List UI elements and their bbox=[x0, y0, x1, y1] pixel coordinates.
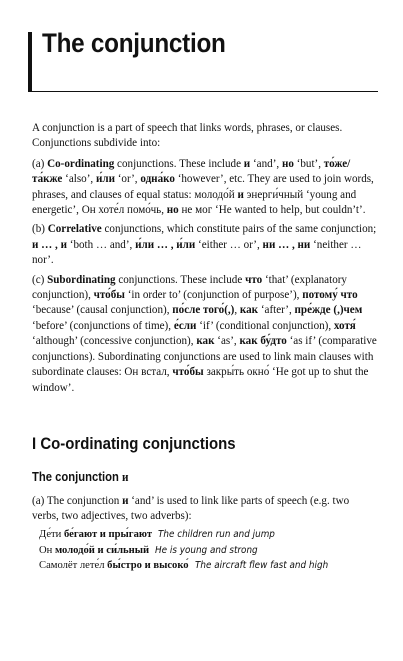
section-heading: I Co-ordinating conjunctions bbox=[32, 434, 236, 453]
example-row bbox=[39, 558, 384, 574]
title-vertical-bar bbox=[28, 32, 32, 92]
title-rule bbox=[28, 91, 378, 92]
example-english: He is young and strong bbox=[155, 544, 258, 556]
example-row bbox=[39, 527, 384, 543]
example-russian: Де́ти бе́гают и пры́гают bbox=[39, 529, 153, 540]
example-russian: Самолёт лете́л бы́стро и высоко́ bbox=[39, 560, 189, 572]
body-text bbox=[32, 121, 377, 400]
title-block bbox=[28, 28, 378, 94]
intro-paragraph: A conjunction is a part of speech that links words, phrases, or clauses. Conjunctions subdivide into: bbox=[32, 122, 343, 150]
page-title: The conjunction bbox=[42, 28, 226, 58]
subsection-paragraph: (a) The conjunction и ‘and’ is used to link like parts of speech (e.g. two verbs, two adjectives, two adverbs): bbox=[32, 495, 350, 523]
subheading: The conjunction и bbox=[32, 470, 129, 484]
paragraph-b: (b) Correlative conjunctions, which constitute pairs of the same conjunction; и … , и ‘both … and’, и́ли … , и́ли ‘either … or’, ни … , ни ‘neither … nor’. bbox=[32, 223, 377, 267]
paragraph-a: (a) Co-ordinating conjunctions. These include и ‘and’, но ‘but’, то́же/ та́кже ‘also’, и́ли ‘or’, одна́ко ‘however’, etc. They are used to join words, phrases, and clauses of equal status: молодо́й и энерги́чный ‘young and energetic’, Он хоте́л помо́чь, но не мог ‘He wanted to help, but couldn’t’. bbox=[32, 157, 374, 217]
example-row bbox=[39, 543, 384, 559]
example-english: The children run and jump bbox=[158, 529, 276, 540]
examples-list bbox=[39, 527, 384, 574]
example-english: The aircraft flew fast and high bbox=[194, 560, 328, 572]
example-russian: Он молодо́й и си́льный bbox=[39, 544, 150, 556]
paragraph-c: (c) Subordinating conjunctions. These include что ‘that’ (explanatory conjunction), что́бы ‘in order to’ (conjunction of purpose’), потому́ что ‘because’ (causal conjunction), по́сле того́(,), как ‘after’, пре́жде (,)чем ‘before’ (conjunctions of time), е́сли ‘if’ (conditional conjunction), хотя́ ‘although’ (concessive conjunction), как ‘as’, как бу́дто ‘as if’ (comparative conjunctions). Subordinating conjunctions are used to link main clauses with subordinate clauses: Он встал, что́бы закры́ть окно́ ‘He got up to shut the window’. bbox=[32, 273, 377, 394]
